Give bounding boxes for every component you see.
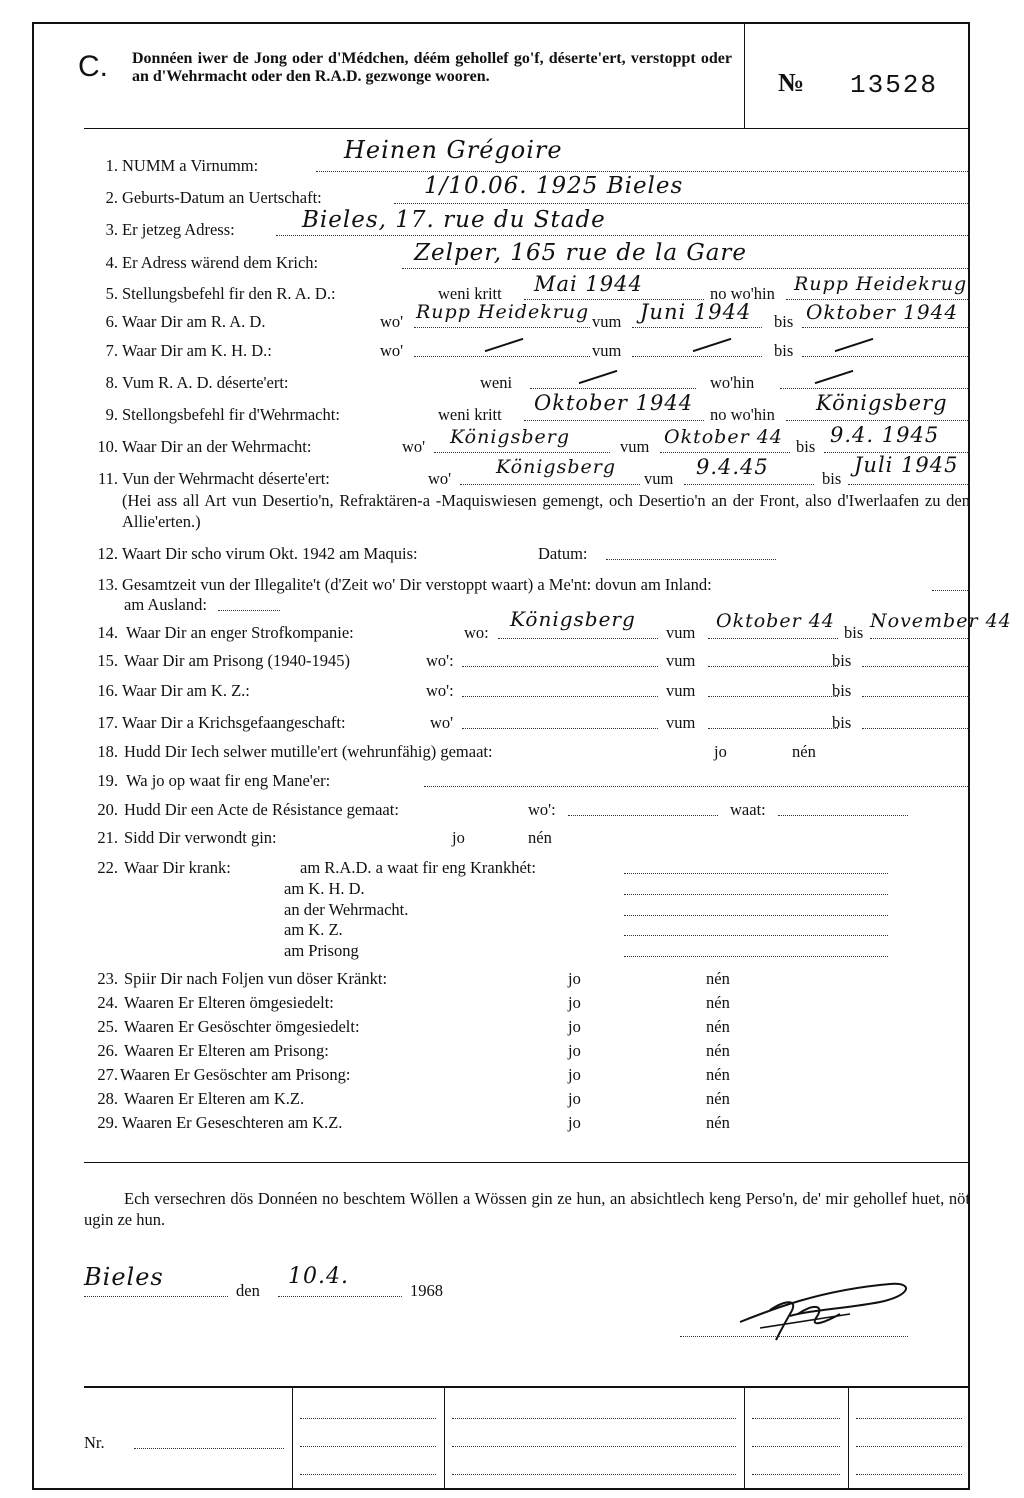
handwritten-answer: Heinen Grégoire	[344, 136, 563, 164]
question-number: 3.	[105, 220, 118, 239]
question-label: Er jetzeg Adress:	[122, 220, 235, 239]
bis-label: bis	[796, 437, 816, 456]
handwritten-signature	[730, 1270, 930, 1350]
question-number: 17.	[97, 713, 118, 732]
wo-field[interactable]	[568, 799, 718, 816]
question-number: 29.	[97, 1113, 118, 1132]
bis-label: bis	[774, 341, 794, 360]
declaration-text: Ech versechren dös Donnéen no beschtem Wöllen a Wössen gin ze hun, an absichtlech keng Perso'n, de' mir gehollef huet, nöt ugin ze hun.	[84, 1189, 970, 1229]
question-number: 13.	[97, 575, 118, 594]
nen-option[interactable]: nén	[706, 993, 730, 1012]
vum-label: vum	[666, 681, 696, 700]
jo-option[interactable]: jo	[568, 1113, 581, 1132]
nen-option[interactable]: nén	[706, 1041, 730, 1060]
answer-field[interactable]	[424, 770, 970, 787]
question-label: Waaren Er Gesöschter am Prisong:	[120, 1065, 351, 1084]
nen-option[interactable]: nén	[706, 1065, 730, 1084]
question-number: 25.	[97, 1017, 118, 1036]
table-cell-field[interactable]	[752, 1458, 840, 1475]
table-cell-field[interactable]	[300, 1430, 436, 1447]
handwritten-answer: Königsberg	[816, 391, 948, 415]
question-label: Waar Dir am K. H. D.:	[122, 341, 272, 360]
wo-field[interactable]	[462, 712, 658, 729]
question-label: Waaren Er Elteren am Prisong:	[124, 1041, 329, 1060]
table-cell-field[interactable]	[856, 1458, 962, 1475]
nen-option[interactable]: nén	[792, 742, 816, 761]
table-cell-field[interactable]	[856, 1430, 962, 1447]
question-number: 23.	[97, 969, 118, 988]
handwritten-answer: Oktober 44	[664, 426, 783, 448]
table-cell-field[interactable]	[300, 1402, 436, 1419]
question-label: Waaren Er Geseschteren am K.Z.	[122, 1113, 343, 1132]
nr-label: Nr.	[84, 1433, 105, 1452]
question-label: Geburts-Datum an Uertschaft:	[122, 188, 322, 207]
wo-label: wo':	[528, 800, 556, 819]
handwritten-answer: Königsberg	[496, 456, 617, 478]
question-label: Waar Dir am K. Z.:	[122, 681, 250, 700]
question-label: Waaren Er Elteren ömgesiedelt:	[124, 993, 334, 1012]
handwritten-answer: Juni 1944	[640, 300, 752, 324]
date-label: Datum:	[538, 544, 588, 563]
wo-label: wo'	[428, 469, 452, 488]
question-label: Er Adress wärend dem Krich:	[122, 253, 319, 272]
question-label: Stellungsbefehl fir den R. A. D.:	[122, 284, 336, 303]
handwritten-answer: Bieles, 17. rue du Stade	[302, 207, 606, 233]
where-label: no wo'hin	[710, 284, 775, 303]
question-number: 9.	[105, 405, 118, 424]
nen-option[interactable]: nén	[706, 969, 730, 988]
question-number: 11.	[97, 469, 118, 488]
sub-label: am R.A.D. a waat fir eng Krankhét:	[300, 858, 536, 877]
handwritten-date: 10.4.	[288, 1264, 349, 1289]
bis-label: bis	[822, 469, 842, 488]
wo-label: wo':	[426, 681, 454, 700]
vum-label: vum	[592, 312, 622, 331]
jo-option[interactable]: jo	[568, 1089, 581, 1108]
handwritten-answer: Zelper, 165 rue de la Gare	[414, 240, 748, 266]
table-cell-field[interactable]	[752, 1402, 840, 1419]
handwritten-answer: Juli 1945	[854, 453, 959, 477]
question-number: 16.	[97, 681, 118, 700]
question-label: Stellongsbefehl fir d'Wehrmacht:	[122, 405, 340, 424]
answer-field[interactable]	[624, 919, 888, 936]
question-number: 15.	[97, 651, 118, 670]
table-cell-field[interactable]	[856, 1402, 962, 1419]
section-letter: C.	[78, 50, 108, 83]
form-number: 13528	[850, 70, 939, 100]
bis-label: bis	[832, 651, 852, 670]
question-number: 4.	[105, 253, 118, 272]
question-label: Waart Dir scho virum Okt. 1942 am Maquis:	[122, 544, 418, 563]
question-number: 28.	[97, 1089, 118, 1108]
handwritten-answer: Königsberg	[450, 426, 571, 448]
ausland-field[interactable]	[218, 594, 280, 611]
question-label: Spiir Dir nach Foljen vun döser Kränkt:	[124, 969, 388, 988]
wo-label: wo':	[426, 651, 454, 670]
vum-label: vum	[644, 469, 674, 488]
question-label: Waar Dir am R. A. D.	[122, 312, 266, 331]
answer-field[interactable]	[624, 878, 888, 895]
nen-option[interactable]: nén	[706, 1089, 730, 1108]
handwritten-answer: 9.4. 1945	[830, 423, 940, 447]
wo-label: wo'	[380, 312, 404, 331]
question-number: 5.	[105, 284, 118, 303]
vum-label: vum	[666, 713, 696, 732]
table-divider	[292, 1388, 293, 1490]
vum-label: vum	[620, 437, 650, 456]
question-number: 20.	[97, 800, 118, 819]
question-label: Gesamtzeit vun der Illegalite't (d'Zeit wo' Dir verstoppt waart) a Me'nt: dovun am Inland:	[122, 575, 712, 594]
question-number: 26.	[97, 1041, 118, 1060]
question-label: Hudd Dir een Acte de Résistance gemaat:	[124, 800, 399, 819]
question-number: 2.	[105, 188, 118, 207]
q11-note: (Hei ass all Art vun Desertio'n, Refraktären-a -Maquiswiesen gemengt, och Desertio'n an der Front, also d'Iwerlaafen zu den Allie'erten.)	[122, 491, 970, 531]
where-field[interactable]	[780, 372, 970, 389]
question-number: 18.	[97, 742, 118, 761]
vum-field[interactable]	[708, 650, 838, 667]
question-label: Vun der Wehrmacht déserte'ert:	[122, 469, 330, 488]
question-number: 22.	[97, 858, 118, 877]
where-label: wo'hin	[710, 373, 755, 392]
vum-label: vum	[666, 623, 696, 642]
when-label: weni kritt	[438, 405, 502, 424]
footer-rule	[84, 1386, 970, 1388]
handwritten-answer: Mai 1944	[534, 272, 643, 296]
table-cell-field[interactable]	[452, 1402, 736, 1419]
question-number: 7.	[105, 341, 118, 360]
question-number: 1.	[105, 156, 118, 175]
wo-label: wo'	[380, 341, 404, 360]
wo-label: wo'	[402, 437, 426, 456]
sub-label: am K. Z.	[284, 920, 343, 939]
year-label: 1968	[410, 1281, 443, 1300]
handwritten-answer: 1/10.06. 1925 Bieles	[424, 173, 684, 199]
wo-label: wo:	[464, 623, 489, 642]
table-cell-field[interactable]	[452, 1430, 736, 1447]
jo-option[interactable]: jo	[568, 1065, 581, 1084]
wo-field[interactable]	[462, 680, 658, 697]
number-symbol: №	[778, 68, 805, 97]
nen-option[interactable]: nén	[528, 828, 552, 847]
question-number: 12.	[97, 544, 118, 563]
table-cell-field[interactable]	[300, 1458, 436, 1475]
date-field[interactable]	[606, 543, 776, 560]
table-divider	[444, 1388, 445, 1490]
handwritten-answer: 9.4.45	[696, 455, 769, 479]
jo-option[interactable]: jo	[452, 828, 465, 847]
answer-field[interactable]	[624, 857, 888, 874]
jo-option[interactable]: jo	[568, 1017, 581, 1036]
waat-field[interactable]	[778, 799, 908, 816]
handwritten-answer: Oktober 1944	[534, 391, 694, 415]
wo-field[interactable]	[462, 650, 658, 667]
vum-label: vum	[592, 341, 622, 360]
question-label: Waar Dir am Prisong (1940-1945)	[124, 651, 350, 670]
jo-option[interactable]: jo	[714, 742, 727, 761]
bis-label: bis	[774, 312, 794, 331]
answer-field[interactable]	[624, 940, 888, 957]
handwritten-answer: Königsberg	[510, 607, 636, 631]
question-label: Waar Dir an enger Strofkompanie:	[126, 623, 354, 642]
section-rule	[84, 1162, 970, 1163]
table-divider	[848, 1388, 849, 1490]
handwritten-answer: Rupp Heidekrug	[794, 273, 968, 295]
question-number: 24.	[97, 993, 118, 1012]
question-label: Vum R. A. D. déserte'ert:	[122, 373, 289, 392]
handwritten-answer: Oktober 1944	[806, 300, 959, 324]
wo-label: wo'	[430, 713, 454, 732]
question-label: am Ausland:	[124, 595, 207, 614]
den-label: den	[236, 1281, 260, 1300]
inland-field[interactable]	[932, 574, 970, 591]
table-cell-field[interactable]	[452, 1458, 736, 1475]
question-number: 10.	[97, 437, 118, 456]
waat-label: waat:	[730, 800, 766, 819]
header-text: Donnéen iwer de Jong oder d'Médchen, déém gehollef go'f, déserte'ert, verstoppt oder an d'Wehrmacht oder den R.A.D. gezwonge wooren.	[132, 50, 732, 85]
question-number: 27.	[97, 1065, 118, 1084]
question-label: Wa jo op waat fir eng Mane'er:	[126, 771, 331, 790]
when-label: weni	[480, 373, 513, 392]
when-label: weni kritt	[438, 284, 502, 303]
question-number: 19.	[97, 771, 118, 790]
question-number: 8.	[105, 373, 118, 392]
bis-label: bis	[844, 623, 864, 642]
vum-field[interactable]	[708, 712, 838, 729]
question-label: Waar Dir an der Wehrmacht:	[122, 437, 312, 456]
nen-option[interactable]: nén	[706, 1113, 730, 1132]
sub-label: am K. H. D.	[284, 879, 365, 898]
question-number: 14.	[97, 623, 118, 642]
header-rule	[84, 128, 970, 129]
jo-option[interactable]: jo	[568, 993, 581, 1012]
table-cell-field[interactable]	[752, 1430, 840, 1447]
bis-field[interactable]	[862, 650, 970, 667]
table-divider	[744, 1388, 745, 1490]
header-divider	[744, 22, 745, 128]
bis-field[interactable]	[802, 340, 970, 357]
question-label: Waaren Er Gesöschter ömgesiedelt:	[124, 1017, 360, 1036]
sub-label: an der Wehrmacht.	[284, 900, 409, 919]
jo-option[interactable]: jo	[568, 1041, 581, 1060]
question-label: NUMM a Virnumm:	[122, 156, 259, 175]
when-field[interactable]	[530, 372, 696, 389]
nr-field[interactable]	[134, 1432, 284, 1449]
question-label: Waar Dir a Krichsgefaangeschaft:	[122, 713, 346, 732]
bis-label: bis	[832, 713, 852, 732]
handwritten-answer: Rupp Heidekrug	[416, 301, 590, 323]
answer-field[interactable]	[624, 899, 888, 916]
question-label: Waar Dir krank:	[124, 858, 231, 877]
where-label: no wo'hin	[710, 405, 775, 424]
handwritten-answer: November 44	[870, 610, 1012, 632]
vum-label: vum	[666, 651, 696, 670]
vum-field[interactable]	[708, 680, 838, 697]
question-label: Hudd Dir Iech selwer mutille'ert (wehrunfähig) gemaat:	[124, 742, 493, 761]
question-number: 6.	[105, 312, 118, 331]
bis-label: bis	[832, 681, 852, 700]
bis-field[interactable]	[862, 712, 970, 729]
wo-field[interactable]	[414, 340, 590, 357]
handwritten-answer: Oktober 44	[716, 610, 835, 632]
jo-option[interactable]: jo	[568, 969, 581, 988]
bis-field[interactable]	[862, 680, 970, 697]
question-label: Sidd Dir verwondt gin:	[124, 828, 277, 847]
sub-label: am Prisong	[284, 941, 359, 960]
nen-option[interactable]: nén	[706, 1017, 730, 1036]
question-number: 21.	[97, 828, 118, 847]
question-label: Waaren Er Elteren am K.Z.	[124, 1089, 305, 1108]
handwritten-place: Bieles	[84, 1263, 164, 1291]
